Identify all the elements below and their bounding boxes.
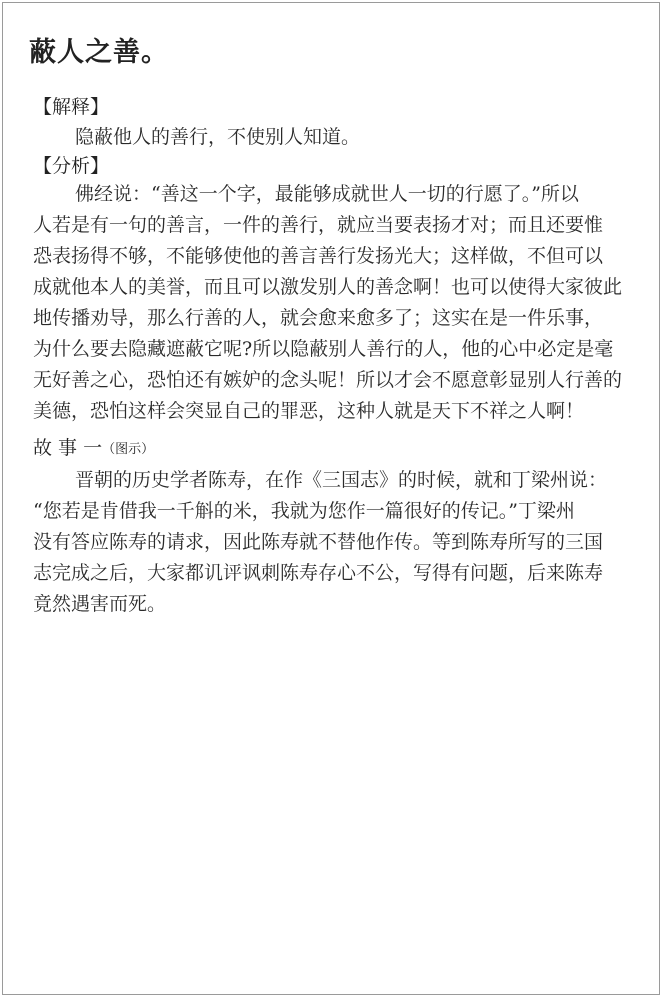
analysis-line: 人若是有一句的善言，一件的善行，就应当要表扬才对；而且还要惟 <box>33 214 604 236</box>
analysis-line: 无好善之心，恐怕还有嫉妒的念头呢！所以才会不愿意彰显别人行善的 <box>33 369 623 391</box>
analysis-line: 地传播劝导，那么行善的人，就会愈来愈多了；这实在是一件乐事， <box>33 307 604 329</box>
story-line: 没有答应陈寿的请求，因此陈寿就不替他作传。等到陈寿所写的三国 <box>33 531 604 553</box>
page-title: 蔽人之善。 <box>29 37 169 68</box>
explanation-text: 隐蔽他人的善行，不使别人知道。 <box>75 126 361 148</box>
analysis-body <box>33 179 633 427</box>
explanation-text-block <box>33 122 633 153</box>
explanation-section <box>33 94 633 121</box>
analysis-line: 佛经说：“善这一个字，最能够成就世人一切的行愿了。”所以 <box>75 183 579 205</box>
story-title: 故 事 一 <box>33 437 103 459</box>
story-heading <box>33 435 633 463</box>
analysis-line: 恐表扬得不够，不能够使他的善言善行发扬光大；这样做，不但可以 <box>33 245 604 267</box>
analysis-line: 成就他本人的美誉，而且可以激发别人的善念啊！也可以使得大家彼此 <box>33 276 623 298</box>
story-illustration-note: （图示） <box>102 442 155 457</box>
analysis-line: 为什么要去隐藏遮蔽它呢?所以隐蔽别人善行的人，他的心中必定是毫 <box>33 338 614 360</box>
analysis-heading: 【分析】 <box>33 155 110 177</box>
story-section <box>33 435 633 463</box>
story-line: “您若是肯借我一千斛的米，我就为您作一篇很好的传记。”丁梁州 <box>33 500 575 522</box>
story-line: 竟然遇害而死。 <box>33 593 167 615</box>
analysis-line: 美德，恐怕这样会突显自己的罪恶，这种人就是天下不祥之人啊！ <box>33 400 585 422</box>
explanation-heading: 【解释】 <box>33 96 110 118</box>
story-line: 志完成之后，大家都讥评讽刺陈寿存心不公，写得有问题，后来陈寿 <box>33 562 604 584</box>
story-line: 晋朝的历史学者陈寿，在作《三国志》的时候，就和丁梁州说： <box>75 469 608 491</box>
analysis-section <box>33 153 633 180</box>
story-body <box>33 465 633 620</box>
book-page <box>2 2 660 995</box>
